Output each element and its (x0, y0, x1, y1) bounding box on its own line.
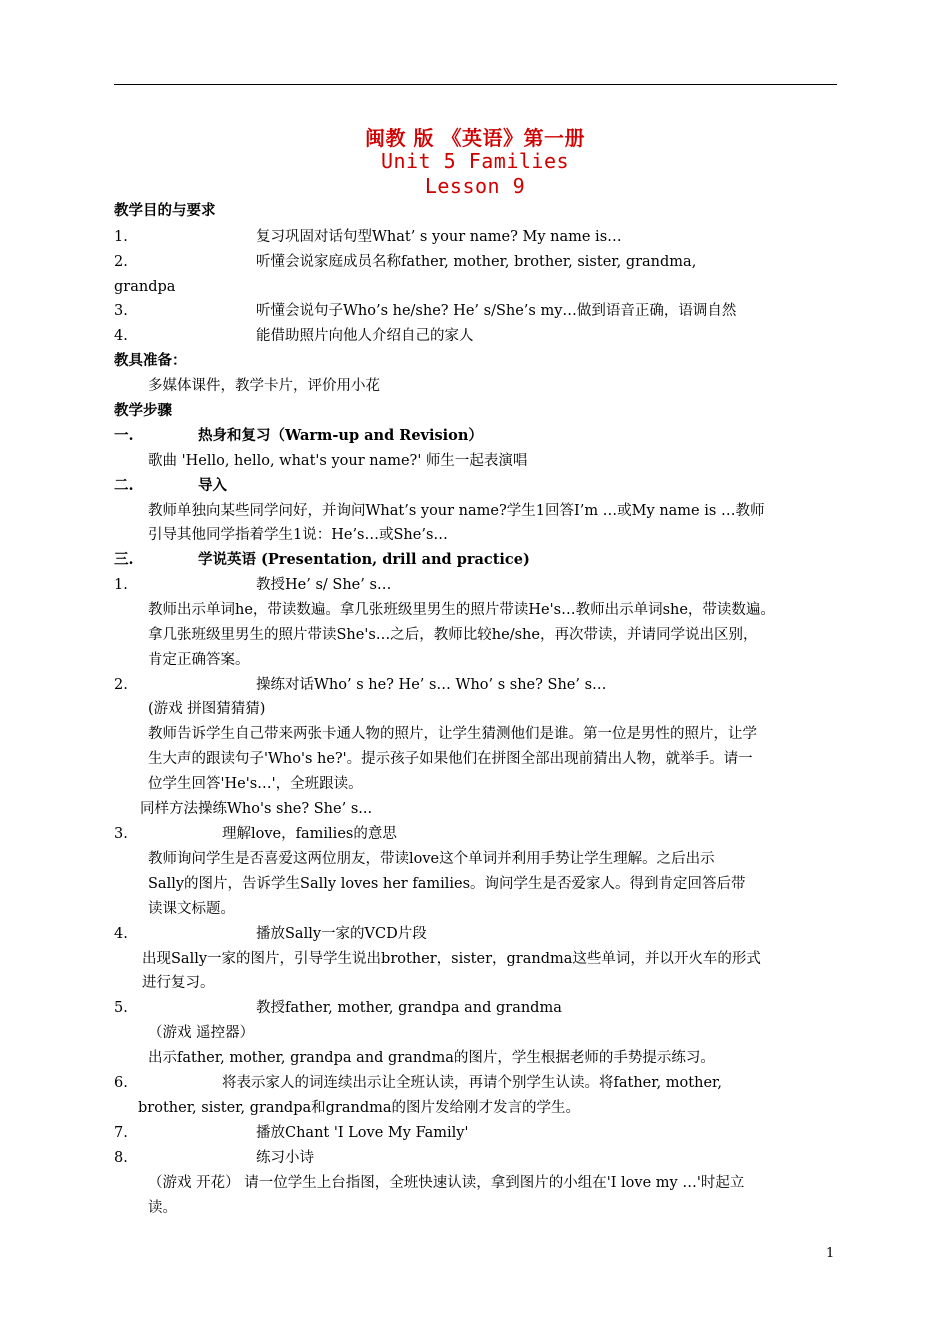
item-4-line2: 进行复习。 (142, 975, 215, 991)
item-2-num: 2. (114, 677, 128, 693)
item-5-line1: 出示father, mother, grandpa and grandma的图片，学生根据老师的手势提示练习。 (148, 1050, 715, 1066)
item-1-title: 教授He’ s/ She’ s… (256, 577, 392, 593)
lesson-title: Lesson 9 (424, 174, 526, 198)
step-3-num: 三. (114, 551, 134, 568)
item-6-title: 将表示家人的词连续出示让全班认读，再请个别学生认读。将father, mother, (222, 1075, 722, 1091)
objective-4-num: 4. (114, 328, 128, 344)
objective-2-continuation: grandpa (114, 279, 176, 295)
objective-3-text: 听懂会说句子Who’s he/she? He’ s/She’s my…做到语音正确，语调自然 (256, 303, 737, 319)
item-1-num: 1. (114, 577, 128, 593)
item-2-line1: 教师告诉学生自己带来两张卡通人物的照片，让学生猜测他们是谁。第一位是男性的照片，让学 (148, 726, 757, 742)
objective-2-num: 2. (114, 254, 128, 270)
item-8-line1: （游戏 开花） 请一位学生上台指图，全班快速认读，拿到图片的小组在'I love my …'时起立 (148, 1175, 745, 1191)
step-2-body-line1: 教师单独向某些同学问好，并询问What’s your name?学生1回答I’m …或My name is …教师 (148, 503, 765, 519)
item-4-title: 播放Sally一家的VCD片段 (256, 926, 427, 942)
item-8-title: 练习小诗 (256, 1150, 314, 1166)
document-title: 闽教 版 《英语》第一册 (365, 126, 585, 150)
step-1-body: 歌曲 'Hello, hello, what's your name?' 师生一起表演唱 (148, 453, 528, 469)
step-1-title: 热身和复习（Warm-up and Revision） (198, 427, 483, 444)
materials-text: 多媒体课件，教学卡片，评价用小花 (148, 378, 380, 394)
step-2-title: 导入 (198, 477, 227, 494)
objective-4-text: 能借助照片向他人介绍自己的家人 (256, 328, 474, 344)
objective-2-text: 听懂会说家庭成员名称father, mother, brother, sister, grandma, (256, 254, 697, 270)
objective-1-num: 1. (114, 229, 128, 245)
item-8-num: 8. (114, 1150, 128, 1166)
steps-heading: 教学步骤 (114, 402, 172, 419)
item-4-line1: 出现Sally一家的图片，引导学生说出brother，sister，grandma这些单词，并以开火车的形式 (142, 951, 761, 967)
objectives-heading: 教学目的与要求 (114, 202, 216, 219)
item-7-num: 7. (114, 1125, 128, 1141)
item-2-line4: 同样方法操练Who's she? She’ s... (140, 801, 373, 817)
item-2-title: 操练对话Who’ s he? He’ s… Who’ s she? She’ s… (256, 677, 607, 693)
item-8-line2: 读。 (148, 1200, 177, 1216)
item-6-line1: brother, sister, grandpa和grandma的图片发给刚才发言的学生。 (138, 1100, 581, 1116)
materials-heading: 教具准备： (114, 352, 187, 369)
header-rule (114, 84, 837, 85)
item-2-game: (游戏 拼图猜猜猜) (148, 701, 266, 717)
item-4-num: 4. (114, 926, 128, 942)
item-5-num: 5. (114, 1000, 128, 1016)
item-3-title: 理解love，families的意思 (222, 826, 397, 842)
item-5-game: （游戏 遥控器） (148, 1025, 255, 1041)
item-3-line1: 教师询问学生是否喜爱这两位朋友，带读love这个单词并利用手势让学生理解。之后出示 (148, 851, 715, 867)
objective-1-text: 复习巩固对话句型What’ s your name? My name is… (256, 229, 622, 245)
step-2-body-line2: 引导其他同学指着学生1说：He’s…或She’s… (148, 527, 448, 543)
objective-3-num: 3. (114, 303, 128, 319)
item-2-line2: 生大声的跟读句子'Who's he?'。提示孩子如果他们在拼图全部出现前猜出人物，就举手。请一 (148, 751, 753, 767)
item-6-num: 6. (114, 1075, 128, 1091)
item-1-line2: 拿几张班级里男生的照片带读She's…之后，教师比较he/she，再次带读，并请同学说出区别， (148, 627, 758, 643)
item-2-line3: 位学生回答'He's…'，全班跟读。 (148, 776, 363, 792)
item-7-title: 播放Chant 'I Love My Family' (256, 1125, 469, 1141)
item-3-num: 3. (114, 826, 128, 842)
step-3-title: 学说英语 (Presentation, drill and practice) (198, 551, 530, 568)
item-1-line3: 肯定正确答案。 (148, 652, 250, 668)
page-number: 1 (826, 1246, 835, 1261)
item-3-line2: Sally的图片，告诉学生Sally loves her families。询问学生是否爱家人。得到肯定回答后带 (148, 876, 746, 892)
step-1-num: 一. (114, 427, 134, 444)
item-1-line1: 教师出示单词he，带读数遍。拿几张班级里男生的照片带读He's…教师出示单词she，带读数遍。 (148, 602, 775, 618)
item-3-line3: 读课文标题。 (148, 901, 235, 917)
unit-title: Unit 5 Families (380, 149, 570, 173)
item-5-title: 教授father, mother, grandpa and grandma (256, 1000, 562, 1016)
step-2-num: 二. (114, 477, 134, 494)
